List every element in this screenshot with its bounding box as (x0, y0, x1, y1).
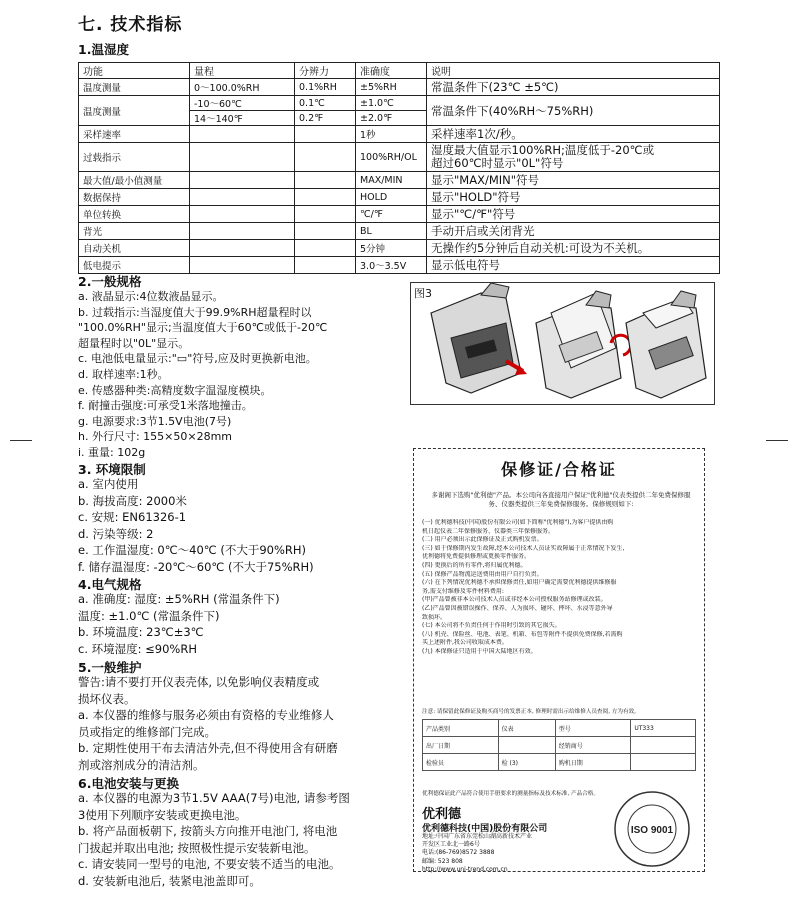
table-cell: 显示低电符号 (427, 257, 720, 274)
list-item: d. 取样速率:1秒。 (78, 367, 169, 381)
section-title-temp-humidity: 1.温湿度 (78, 42, 129, 57)
overload-line-1: 湿度最大值显示100%RH;温度低于-20℃或 (431, 143, 655, 157)
certificate-footer: 优利德保证此产品符合使用手册要求的测量指标及技术标准, 产品合格。 (422, 791, 599, 797)
field-value: 检 (3) (498, 754, 555, 771)
table-cell (190, 189, 295, 206)
list-item: b. 过载指示:当湿度值大于99.9%RH超量程时以 (78, 305, 312, 319)
table-cell (190, 126, 295, 143)
table-row (79, 172, 720, 189)
field-label: 出厂日期 (423, 737, 499, 754)
table-cell: 5分钟 (356, 240, 427, 257)
table-cell (427, 143, 720, 172)
section-title-maintenance: 5.一般维护 (78, 660, 142, 675)
table-cell (190, 206, 295, 223)
table-header-row (79, 63, 720, 79)
battery-steps-illustration (411, 283, 714, 404)
maintenance-list (78, 674, 338, 773)
address-line: 电话:(86-769)8572 3888 (422, 849, 495, 857)
table-cell: 采样速率1次/秒。 (427, 126, 720, 143)
table-row (79, 223, 720, 240)
certificate-terms (422, 519, 697, 657)
list-item: f. 耐撞击强度:可承受1米落地撞击。 (78, 399, 253, 413)
field-value (631, 737, 696, 754)
table-cell: ±2.0℉ (356, 111, 427, 126)
table-header-cell: 分辨力 (295, 63, 356, 79)
brand-logo: 优利德 (422, 807, 462, 822)
address-line: 邮编: 523 808 (422, 857, 463, 865)
table-row (79, 79, 720, 96)
battery-list (78, 790, 350, 889)
table-cell: 显示"℃/℉"符号 (427, 206, 720, 223)
table-cell (295, 126, 356, 143)
table-cell: 单位转换 (79, 206, 190, 223)
list-item: i. 重量: 102g (78, 445, 146, 459)
certificate-note: 注意: 请保留此保修证及购买商号的发票正本, 修理时需出示给维修人员查阅, 方为有效。 (422, 709, 640, 715)
table-cell: 无操作约5分钟后自动关机:可设为不关机。 (427, 240, 720, 257)
table-cell (190, 257, 295, 274)
term-line: 买上述附件,我公司收取成本费。 (422, 639, 508, 647)
table-cell: 数据保持 (79, 189, 190, 206)
device-step-2 (536, 291, 621, 398)
table-cell: 温度测量 (79, 79, 190, 96)
table-cell (190, 143, 295, 172)
table-row (423, 754, 696, 771)
table-cell (295, 240, 356, 257)
table-row (79, 189, 720, 206)
margin-dash-right (766, 440, 788, 441)
list-item: g. 电源要求:3节1.5V电池(7号) (78, 414, 232, 428)
term-line: (三) 如于保修期内发生故障,经本公司技术人员证实故障属于正常情况下发生, (422, 544, 625, 552)
table-cell: 0～100.0%RH (190, 79, 295, 96)
company-address (422, 833, 532, 874)
term-line: (五) 保修产品物流运送费用由用户自行负责。 (422, 570, 543, 578)
table-row (423, 737, 696, 754)
table-cell: HOLD (356, 189, 427, 206)
table-cell: ℃/℉ (356, 206, 427, 223)
term-line: 机日起仪表二年保修服务、仪器类三年保修服务。 (422, 527, 555, 535)
table-cell: 3.0～3.5V (356, 257, 427, 274)
section-title-general: 2.一般规格 (78, 274, 142, 289)
iso-seal-stamp (612, 789, 692, 869)
table-header-cell: 准确度 (356, 63, 427, 79)
table-cell (295, 189, 356, 206)
table-cell: 0.1℃ (295, 96, 356, 111)
figure-label: 图3 (414, 287, 432, 300)
list-item: c. 环境湿度: ≤90%RH (78, 641, 197, 656)
list-item: d. 污染等级: 2 (78, 526, 154, 541)
list-item: a. 本仪器的电源为3节1.5V AAA(7号)电池, 请参考图 (78, 791, 350, 805)
device-step-1 (431, 283, 521, 393)
general-list (78, 289, 327, 461)
term-line: (八) 机壳、保险丝、电池、表笔、机箱、布包等附件不提供免费保修,若需购 (422, 630, 623, 638)
list-item: b. 定期性使用干布去清洁外壳,但不得使用含有研磨 (78, 741, 338, 755)
list-item: h. 外行尺寸: 155×50×28mm (78, 430, 233, 444)
term-line: (一) 优利德科技(中国)股份有限公司(如下简称"优利德"),为客户提供由购 (422, 519, 614, 526)
certificate-intro: 多谢阁下选购"优利德"产品。本公司向各直接用户保证"优利德"仪表类提供二年免费保修服务、仪器类提供三年免费保修服务。保修规则如下: (431, 491, 691, 508)
list-item: 损坏仪表。 (78, 691, 136, 706)
field-value (631, 754, 696, 771)
table-cell: ±1.0℃ (356, 96, 427, 111)
table-cell: 14～140℉ (190, 111, 295, 126)
table-cell: BL (356, 223, 427, 240)
device-step-3 (626, 291, 706, 398)
term-line: (七) 本公司将不负责任何于作用时引致的其它损失。 (422, 622, 561, 630)
table-cell: MAX/MIN (356, 172, 427, 189)
table-cell (295, 206, 356, 223)
list-item: c. 安规: EN61326-1 (78, 510, 187, 524)
address-line: http://www.uni-trend.com.cn (422, 865, 508, 873)
list-item: a. 室内使用 (78, 477, 139, 491)
list-item: 3使用下列顺序安装或更换电池。 (78, 807, 247, 822)
table-cell: ±5%RH (356, 79, 427, 96)
table-cell (295, 143, 356, 172)
table-row (79, 126, 720, 143)
term-line: (甲)产品曾被非本公司技术人员或非经本公司授权服务站修理或改装。 (422, 596, 607, 604)
table-header-cell: 量程 (190, 63, 295, 79)
list-item: "100.0%RH"显示;当温度值大于60℃或低于-20℃ (78, 321, 328, 335)
list-item: a. 液晶显示:4位数液晶显示。 (78, 290, 224, 303)
table-cell (295, 257, 356, 274)
field-label: 产品类别 (423, 720, 499, 737)
list-item: f. 储存温湿度: -20℃～60℃ (不大于75%RH) (78, 559, 314, 574)
field-value (498, 737, 555, 754)
field-label: 检验员 (423, 754, 499, 771)
list-item: c. 电池低电量显示:"▭"符号,应及时更换新电池。 (78, 352, 317, 366)
term-line: 务,需支付维修及零件材料费用: (422, 587, 504, 595)
figure-battery-replacement (410, 282, 715, 405)
address-line: 开发区工业北一路6号 (422, 841, 480, 849)
company-name: 优利德科技(中国)股份有限公司 (422, 824, 548, 834)
list-item: a. 本仪器的维修与服务必须由有资格的专业维修人 (78, 708, 334, 722)
table-row (423, 720, 696, 737)
table-cell: 1秒 (356, 126, 427, 143)
field-label: 型号 (555, 720, 631, 737)
spec-table (78, 62, 720, 274)
table-cell: 背光 (79, 223, 190, 240)
address-line: 地址:中国广东省东莞松山湖高新技术产业 (422, 833, 533, 840)
list-item: b. 将产品面板朝下, 按箭头方向推开电池门, 将电池 (78, 824, 338, 838)
table-cell: 0.2℉ (295, 111, 356, 126)
field-label: 经销商号 (555, 737, 631, 754)
margin-dash-left (10, 440, 32, 441)
section-title-electrical: 4.电气规格 (78, 577, 142, 592)
list-item: a. 准确度: 湿度: ±5%RH (常温条件下) (78, 592, 280, 606)
list-item: c. 请安装同一型号的电池, 不要安装不适当的电池。 (78, 857, 341, 871)
table-cell (190, 223, 295, 240)
table-row (79, 257, 720, 274)
table-header-cell: 说明 (427, 63, 720, 79)
list-item: b. 海拔高度: 2000米 (78, 493, 187, 508)
certificate-fields-table (422, 719, 696, 771)
certificate-title: 保修证/合格证 (501, 460, 617, 479)
list-item: e. 传感器种类:高精度数字温湿度模块。 (78, 383, 272, 397)
table-row (79, 206, 720, 223)
list-item: 温度: ±1.0℃ (常温条件下) (78, 608, 220, 623)
list-item: 剂或溶剂成分的清洁剂。 (78, 757, 205, 772)
list-item: 门拔起并取出电池; 按照极性提示安装新电池。 (78, 840, 316, 855)
list-item: b. 环境温度: 23℃±3℃ (78, 625, 204, 639)
table-cell (295, 223, 356, 240)
table-cell: 采样速率 (79, 126, 190, 143)
table-cell: 低电提示 (79, 257, 190, 274)
table-cell: 常温条件下(23℃ ±5℃) (427, 79, 720, 96)
table-cell: 自动关机 (79, 240, 190, 257)
list-item: 警告:请不要打开仪表壳体, 以免影响仪表精度或 (78, 675, 320, 689)
term-line: (九) 本保修证只适用于中国大陆地区有效。 (422, 647, 537, 655)
table-cell: 显示"HOLD"符号 (427, 189, 720, 206)
table-cell: 温度测量 (79, 96, 190, 126)
section-title-battery: 6.电池安装与更换 (78, 776, 179, 791)
list-item: e. 工作温湿度: 0℃～40℃ (不大于90%RH) (78, 543, 307, 557)
field-value: UT333 (631, 720, 696, 737)
table-cell (295, 172, 356, 189)
field-value: 仪表 (498, 720, 555, 737)
warranty-certificate (413, 448, 705, 872)
table-cell: 过载指示 (79, 143, 190, 172)
table-cell: 手动开启或关闭背光 (427, 223, 720, 240)
term-line: (四) 更换后的所有零件,将归属优利德。 (422, 561, 527, 569)
table-cell: 显示"MAX/MIN"符号 (427, 172, 720, 189)
table-row (79, 143, 720, 172)
list-item: 超量程时以"0L"显示。 (78, 336, 190, 350)
term-line: 致损坏。 (422, 613, 447, 621)
field-label: 购机日期 (555, 754, 631, 771)
term-line: (六) 在下列情况优利德不承担保修责任,如用户确定需要优利德提供维修服 (422, 579, 617, 587)
table-cell: 常温条件下(40%RH～75%RH) (427, 96, 720, 126)
term-line: 优利德将免费提供修理或更换零件服务。 (422, 553, 531, 561)
table-cell: 100%RH/OL (356, 143, 427, 172)
term-line: (二) 用户必须出示此保修证及正式购机发票。 (422, 536, 543, 544)
term-line: (乙)产品曾因被错误操作、保养、人为损坏、碰坏、摔坏、水浸等意外导 (422, 604, 613, 612)
table-row (79, 96, 720, 111)
iso-text: ISO 9001 (630, 825, 674, 836)
table-header-cell: 功能 (79, 63, 190, 79)
env-list (78, 476, 314, 575)
table-cell: 最大值/最小值测量 (79, 172, 190, 189)
overload-line-2: 超过60℃时显示"0L"符号 (431, 156, 564, 170)
page-heading: 七. 技术指标 (78, 15, 183, 35)
electrical-list (78, 591, 280, 657)
list-item: d. 安装新电池后, 装紧电池盖即可。 (78, 873, 261, 888)
table-cell: -10～60℃ (190, 96, 295, 111)
table-row (79, 240, 720, 257)
table-cell: 0.1%RH (295, 79, 356, 96)
list-item: 员或指定的维修部门完成。 (78, 724, 216, 739)
table-cell (190, 172, 295, 189)
section-title-env: 3. 环境限制 (78, 462, 146, 477)
table-cell (190, 240, 295, 257)
